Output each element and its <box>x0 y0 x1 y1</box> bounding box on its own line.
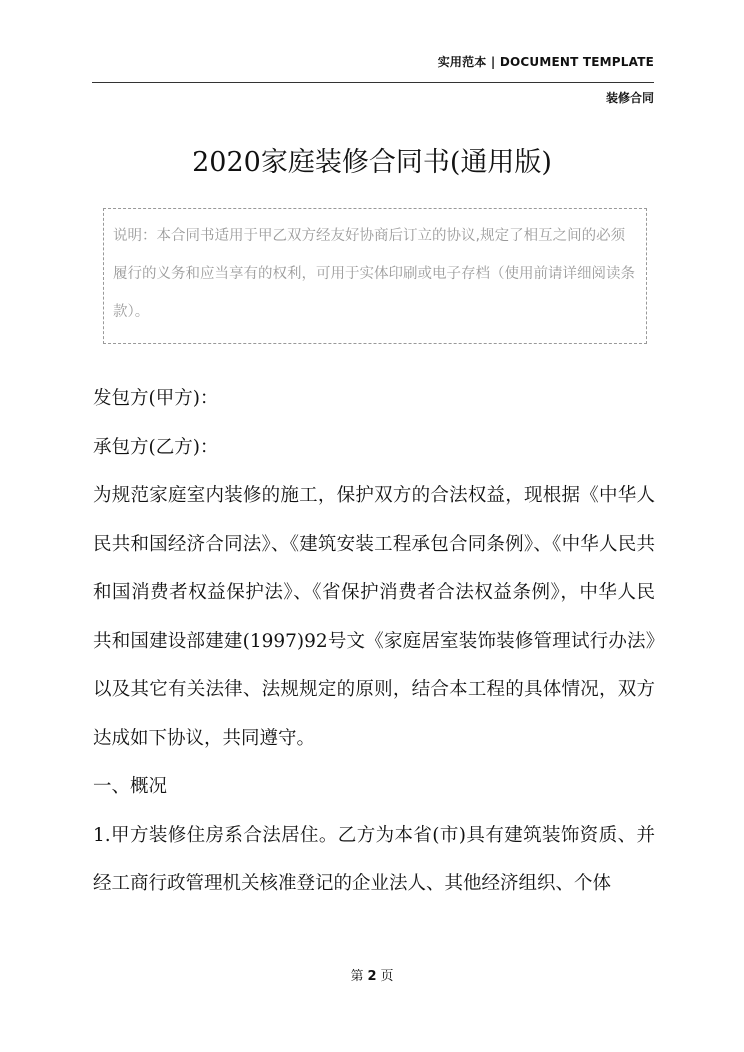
document-title: 2020家庭装修合同书(通用版) <box>192 147 552 178</box>
party-a-line: 发包方(甲方)： <box>93 388 219 409</box>
note-box: 说明：本合同书适用于甲乙双方经友好协商后订立的协议,规定了相互之间的必须履行的义务和应当享有的权利，可用于实体印刷或电子存档（使用前请详细阅读条款）。 <box>103 208 647 344</box>
header-divider <box>92 82 654 83</box>
page-prefix: 第 <box>350 969 364 984</box>
preamble-paragraph: 为规范家庭室内装修的施工，保护双方的合法权益，现根据《中华人民共和国经济合同法》、《建筑安装工程承包合同条例》、《中华人民共和国消费者权益保护法》、《省保护消费者合法权益条例》，中华人民共和国建设部建建(1997)92号文《家庭居室装饰装修管理试行办法》以及其它有关法律、法规规定的原则，结合本工程的具体情况，双方达成如下协议，共同遵守。 <box>93 485 655 749</box>
page-suffix: 页 <box>380 969 394 984</box>
page-number: 2 <box>367 969 377 984</box>
header-category: 装修合同 <box>605 91 654 105</box>
page-footer <box>0 965 744 984</box>
section-heading: 一、概况 <box>93 776 168 797</box>
header-brand: 实用范本 | DOCUMENT TEMPLATE <box>437 55 654 69</box>
clause-paragraph: 1.甲方装修住房系合法居住。乙方为本省(市)具有建筑装饰资质、并经工商行政管理机关核准登记的企业法人、其他经济组织、个体 <box>93 824 655 894</box>
party-b-line: 承包方(乙方)： <box>93 436 219 458</box>
document-body <box>93 375 655 909</box>
